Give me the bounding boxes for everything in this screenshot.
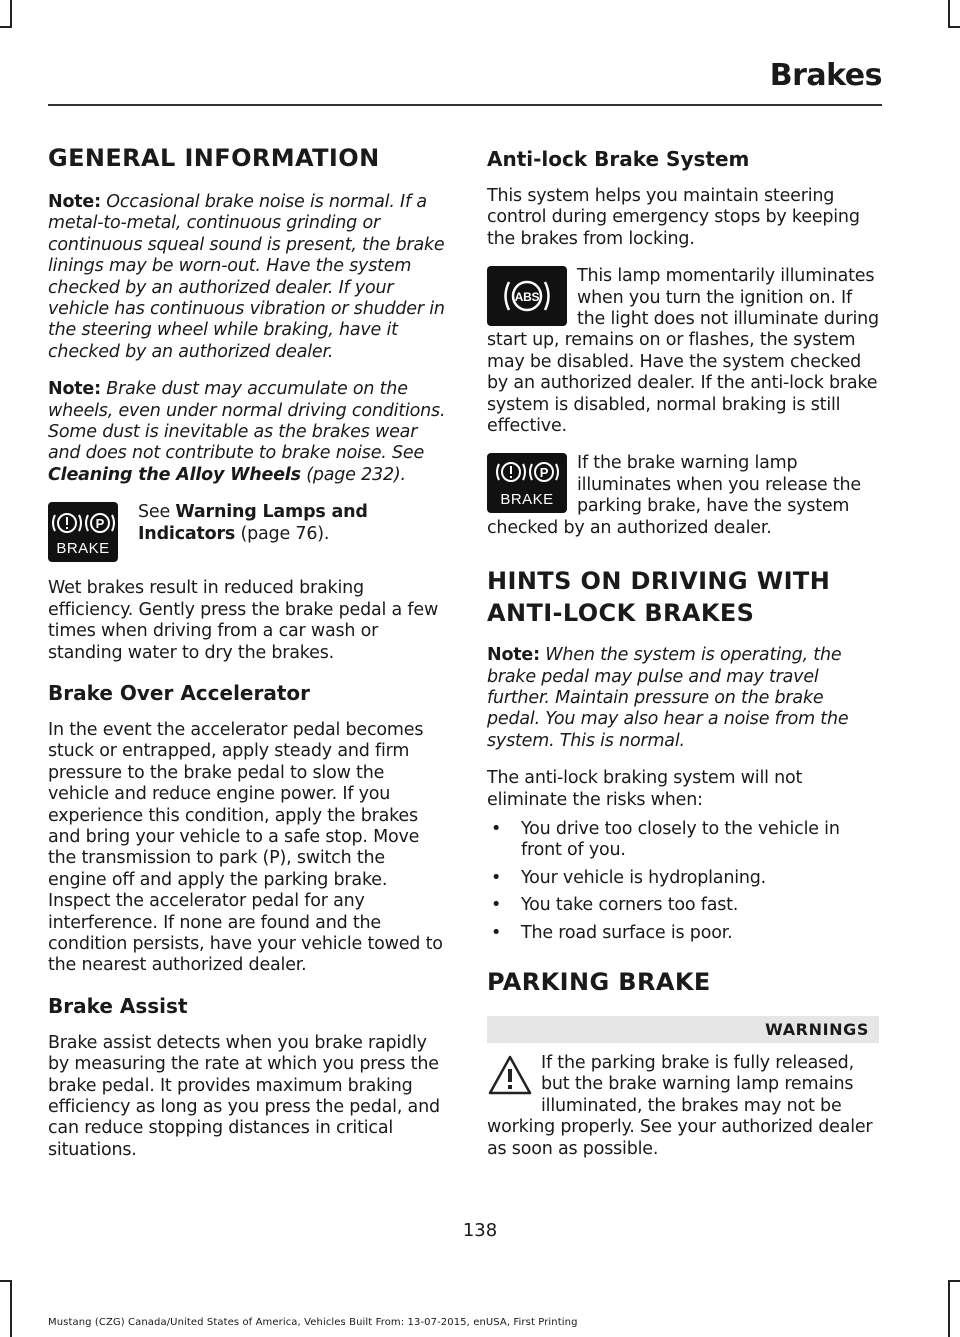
crop-mark	[948, 1280, 950, 1337]
risks-intro: The anti-lock braking system will not eliminate the risks when:	[487, 768, 803, 810]
note-text: Brake dust may accumulate on the wheels, even under normal driving conditions. Some dust is inevitable as the brakes wear and does not contribute to brake noise. See	[48, 379, 446, 464]
list-item: • You take corners too fast.	[487, 895, 879, 916]
see-warning-lamps-row	[48, 502, 448, 562]
anti-lock-brake-system-heading: Anti-lock Brake System	[487, 147, 750, 171]
crop-mark	[948, 1280, 960, 1282]
abs-warning-lamp-icon	[487, 266, 567, 326]
brake-warning-lamp-icon	[487, 453, 567, 513]
brake-over-accelerator-heading: Brake Over Accelerator	[48, 680, 311, 705]
brake-lamp-paragraph	[487, 453, 879, 539]
cleaning-alloy-wheels-link[interactable]: Cleaning the Alloy Wheels	[48, 464, 301, 485]
general-information-heading: GENERAL INFORMATION	[48, 144, 380, 172]
page-reference: (page 232).	[306, 464, 406, 485]
page-reference: (page 76).	[240, 523, 330, 544]
brake-lamp-text: If the brake warning lamp illuminates when you release the parking brake, have the system checked by an authorized dealer.	[487, 453, 861, 538]
brake-over-accelerator-paragraph: In the event the accelerator pedal becomes stuck or entrapped, apply steady and firm pressure to the brake pedal to slow the vehicle and reduce engine power. If you experience this condition, apply the brakes and bring your vehicle to a safe stop. Move the transmission to park (P), switch the engine off and apply the parking brake. Inspect the accelerator pedal for any interference. If none are found and the condition persists, have your vehicle towed to the nearest authorized dealer.	[48, 719, 443, 976]
list-item: • You drive too closely to the vehicle in front of you.	[487, 819, 879, 862]
crop-mark	[948, 0, 950, 28]
section-title: Brakes	[769, 58, 882, 93]
warnings-banner: WARNINGS	[487, 1016, 879, 1043]
note-label: Note:	[487, 645, 540, 666]
warning-paragraph	[487, 1053, 879, 1160]
svg-text:P: P	[95, 515, 105, 531]
note-text: Occasional brake noise is normal. If a metal-to-metal, continuous grinding or continuous squeal sound is present, the brake linings may be worn-out. Have the system checked by an authorized dealer. If your vehicle has continuous vibration or shudder in the steering wheel while braking, have it checked by an authorized dealer.	[48, 192, 445, 362]
crop-mark	[10, 1280, 12, 1337]
list-item: • Your vehicle is hydroplaning.	[487, 868, 879, 889]
list-item: • The road surface is poor.	[487, 923, 879, 944]
abs-lamp-paragraph	[487, 266, 879, 437]
crop-mark	[10, 0, 12, 28]
header-divider	[48, 104, 882, 106]
left-column	[48, 142, 448, 1177]
warning-text: If the parking brake is fully released, but the brake warning lamp remains illuminated, the brakes may not be working properly. See your authorized dealer as soon as possible.	[487, 1052, 873, 1159]
brake-label: BRAKE	[56, 539, 110, 557]
warning-lamps-indicators-link[interactable]: Warning Lamps and Indicators	[138, 502, 368, 544]
hints-heading	[487, 565, 879, 629]
abs-lamp-text: This lamp momentarily illuminates when you turn the ignition on. If the light does not illuminate during start up, remains on or flashes, the system may be disabled. Have the system checked by an authorized dealer. If the anti-lock brake system is disabled, normal braking is still effective.	[487, 266, 879, 437]
hints-note	[487, 645, 879, 752]
wet-brakes-paragraph: Wet brakes result in reduced braking efficiency. Gently press the brake pedal a few times when driving from a car wash or standing water to dry the brakes.	[48, 578, 439, 663]
page-number: 138	[462, 1220, 498, 1241]
hints-heading-line2: ANTI-LOCK BRAKES	[487, 599, 755, 628]
abs-label: ABS	[514, 290, 540, 305]
note-brake-dust	[48, 379, 448, 486]
brake-assist-paragraph: Brake assist detects when you brake rapidly by measuring the rate at which you press the brake pedal. It provides maximum braking efficiency as long as you press the pedal, and can reduce stopping distances in critical situations.	[48, 1032, 440, 1160]
right-column	[487, 142, 879, 1176]
crop-mark	[0, 26, 12, 28]
brake-label: BRAKE	[500, 490, 554, 508]
crop-mark	[0, 1280, 12, 1282]
brake-warning-lamp-icon	[48, 502, 118, 562]
warning-triangle-icon	[487, 1053, 533, 1097]
hints-heading-line1: HINTS ON DRIVING WITH	[487, 567, 831, 596]
see-prefix: See	[138, 502, 171, 523]
note-label: Note:	[48, 379, 101, 400]
note-occasional-noise	[48, 192, 448, 363]
abs-intro-paragraph: This system helps you maintain steering control during emergency stops by keeping the brakes from locking.	[487, 186, 860, 249]
footer-text: Mustang (CZG) Canada/United States of America, Vehicles Built From: 13-07-2015, enUSA, First Printing	[48, 1317, 578, 1328]
note-label: Note:	[48, 192, 101, 212]
parking-brake-heading: PARKING BRAKE	[487, 967, 711, 996]
svg-text:P: P	[539, 464, 549, 480]
risks-list	[487, 819, 879, 944]
note-text: When the system is operating, the brake pedal may pulse and may travel further. Maintain pressure on the brake pedal. You may also hear a noise from the system. This is normal.	[487, 645, 849, 751]
brake-assist-heading: Brake Assist	[48, 993, 188, 1018]
crop-mark	[948, 26, 960, 28]
